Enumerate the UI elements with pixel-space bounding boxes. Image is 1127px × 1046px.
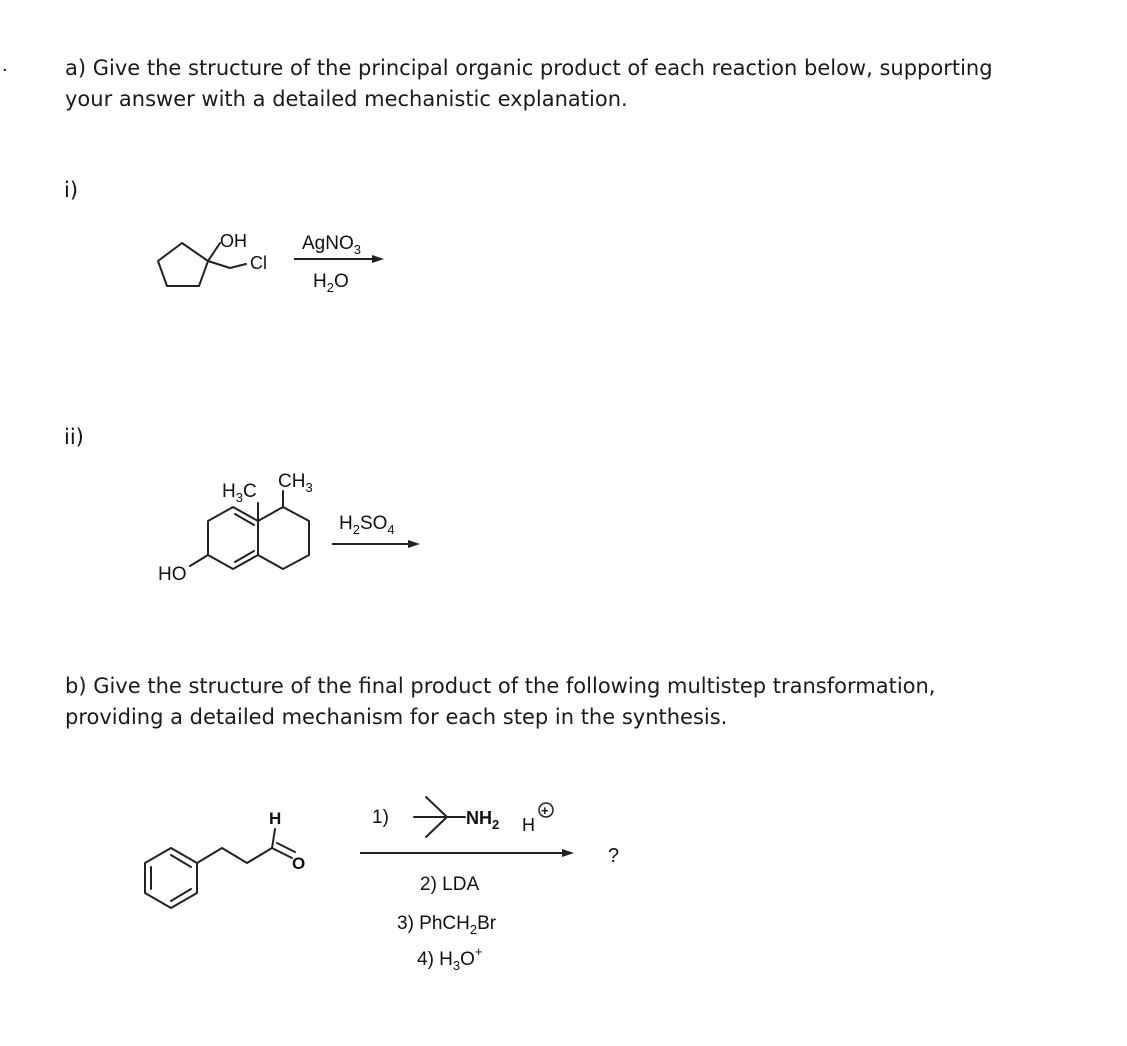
reaction-i-cl-label: Cl	[250, 253, 267, 273]
part-b-line-1: b) Give the structure of the final product of the following multistep transformation,	[65, 674, 936, 698]
reaction-ii-methyl-2: $CH_3$	[278, 471, 313, 495]
cyclohexadiene-ring	[208, 507, 258, 569]
tbu-down-bond	[426, 817, 447, 837]
reaction-ii-structure	[190, 491, 309, 569]
benzene-ring	[145, 848, 197, 908]
reaction-i-oh-label: OH	[220, 231, 247, 251]
hydroxyl-bond	[190, 555, 208, 566]
aldehyde-h-label: H	[269, 809, 282, 828]
part-a-line-2: your answer with a detailed mechanistic explanation.	[65, 87, 628, 111]
bond-ch2-cl	[230, 264, 246, 268]
reaction-ii-arrowhead	[408, 540, 420, 548]
part-b-line-2: providing a detailed mechanism for each step in the synthesis.	[65, 705, 728, 729]
step-2-reagent: 2) LDA	[420, 874, 480, 895]
reaction-ii-label: ii)	[64, 425, 84, 449]
bond-to-ch2	[208, 261, 230, 268]
double-bond-inner-2	[235, 551, 254, 562]
reaction-i-arrowhead	[372, 255, 384, 263]
tert-butyl-group	[414, 797, 465, 837]
reaction-i-reagent-top: AgNO$_3$	[302, 233, 361, 257]
aldehyde-o-label: O	[292, 854, 306, 873]
step-1-proton: H	[522, 815, 535, 835]
step-4-reagent: 4) $H_3O^+$	[417, 944, 483, 973]
carbonyl-bond-2	[277, 843, 295, 852]
part-a-line-1: a) Give the structure of the principal organic product of each reaction below, supporting	[65, 56, 993, 80]
double-bond-inner-1	[235, 514, 254, 525]
bond-to-oh	[208, 243, 220, 261]
step-1-amine: $NH_2$	[466, 808, 500, 832]
reaction-ii-methyl-1: $H_3C$	[222, 481, 257, 505]
cyclopentane-ring	[158, 243, 208, 286]
reaction-ii-ho-label: HO	[158, 564, 187, 585]
tbu-up-bond	[426, 797, 447, 817]
step-3-reagent: 3) PhCH$_2$Br	[397, 913, 497, 937]
product-unknown: ?	[608, 845, 620, 867]
reaction-ii-reagent: $H_2SO_4$	[339, 513, 395, 537]
stray-mark: .	[2, 54, 8, 76]
propyl-chain	[197, 848, 272, 863]
reaction-i-label: i)	[64, 178, 79, 202]
cyclohexane-ring	[258, 507, 309, 569]
reaction-i-reagent-bottom: $H_2O$	[313, 271, 349, 295]
aldehyde-ch-bond	[272, 829, 275, 848]
positive-charge-sign: +	[541, 803, 549, 818]
step-1-number: 1)	[372, 807, 389, 828]
reaction-b-arrowhead	[562, 849, 574, 857]
reaction-b-structure	[145, 829, 295, 908]
